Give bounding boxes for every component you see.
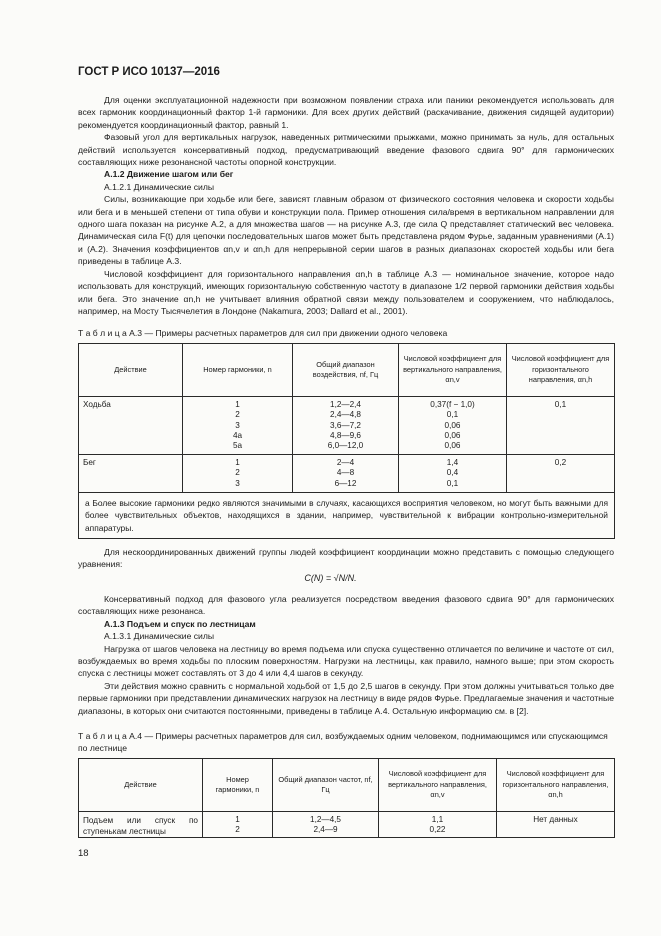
cell-alpha-h: 0,2 (507, 455, 615, 493)
paragraph: Числовой коэффициент для горизонтального направления αn,h в таблице A.3 — номинальное значение, которое надо использовать для конструкций, имеющих горизонтальную собственную частоту в диапазоне 1/2 первой гармоники действия ходьбы или бега. Это значение αn,h не учитывает влияния обратной связи между пользователем и сооружением, что наблюдалось, например, на Мосту Тысячелетия в Лондоне (Nakamura, 2003; Dallard et al., 2001). (78, 268, 614, 316)
body-text-a13 (78, 593, 614, 717)
section-heading: A.1.2 Движение шагом или бег (104, 169, 234, 180)
header-cell: Числовой коэффициент для вертикального направления, αn,v (379, 759, 497, 812)
cell-harmonic: 1 2 (203, 812, 273, 838)
header-cell: Числовой коэффициент для горизонтального направления, αn,h (507, 344, 615, 397)
cell-harmonic: 1 2 3 4а 5а (183, 397, 293, 455)
paragraph: Нагрузка от шагов человека на лестницу во время подъема или спуска существенно отличается по величине и частоте от сил, возбуждаемых во время ходьбы по плоским поверхностям. Нагрузки на лестницы, как правило, намного выше; при этом скорость спуска с лестницы может составлять от 3 до 4 или 4,4 шагов в секунду. (78, 643, 614, 679)
cell-harmonic: 1 2 3 (183, 455, 293, 493)
table-a4 (78, 758, 615, 838)
body-text-top (78, 94, 614, 317)
table-a3 (78, 343, 615, 539)
subsection-heading: A.1.3.1 Динамические силы (104, 631, 215, 642)
header-cell: Общий диапазон воздействия, nf, Гц (293, 344, 399, 397)
cell-range: 1,2—4,5 2,4—9 (273, 812, 379, 838)
paragraph: Для оценки эксплуатационной надежности при возможном появлении страха или паники рекомендуется использовать для всех гармоник координационный фактор 1-й гармоники. Для всех других действий (раскачивание, движения сидящей аудитории) рекомендуется координационный фактор, равный 1. (78, 95, 614, 130)
header-cell: Действие (79, 344, 183, 397)
cell-alpha-h: 0,1 (507, 397, 615, 455)
table-row (79, 455, 615, 493)
subsection-heading: A.1.2.1 Динамические силы (104, 181, 215, 192)
section-heading: A.1.3 Подъем и спуск по лестницам (104, 618, 256, 629)
table-row (79, 397, 615, 455)
header-cell: Числовой коэффициент для горизонтального направления, αn,h (497, 759, 615, 812)
cell-action: Ходьба (79, 397, 183, 455)
paragraph: Консервативный подход для фазового угла реализуется посредством введения фазового сдвига 90° для гармонических составляющих ниже резонанса. (78, 594, 614, 617)
header-cell: Номер гармоники, n (183, 344, 293, 397)
table-caption: Т а б л и ц а A.4 — Примеры расчетных параметров для сил, возбуждаемых одним человеком, поднимающимся или спускающимся по лестнице (78, 731, 608, 754)
cell-action: Бег (79, 455, 183, 493)
cell-alpha-v: 1,4 0,4 0,1 (399, 455, 507, 493)
formula-lhs: C(N) = (304, 573, 332, 583)
page-number: 18 (78, 848, 89, 859)
cell-range: 1,2—2,4 2,4—4,8 3,6—7,2 4,8—9,6 6,0—12,0 (293, 397, 399, 455)
paragraph: Фазовый угол для вертикальных нагрузок, наведенных ритмическими прыжками, можно принимать за нуль, для остальных действий используется консервативный подход, предусматривающий введение фазового сдвига 90° для гармонических составляющих ниже резонансной частоты опорной конструкции. (78, 132, 614, 168)
cell-alpha-v: 1,1 0,22 (379, 812, 497, 838)
paragraph: Эти действия можно сравнить с нормальной ходьбой от 1,5 до 2,5 шагов в секунду. При этом должны учитываться только две первые гармоники при представлении динамических нагрузок на лестницу в виде рядов Фурье. Предлагаемые значения и частотные диапазоны, в которых они считаются постоянными, приведены в таблице A.4. Остальную информацию см. в [2]. (78, 680, 614, 716)
formula-rhs: √N/N. (333, 573, 357, 583)
header-cell: Действие (79, 759, 203, 812)
table-row (79, 812, 615, 838)
table-note: а Более высокие гармоники редко являются значимыми в случаях, касающихся восприятия человеком, но могут быть важными для более чувствительных объектов, находящихся в здании, например, чувствительной к вибрации контрольно-измерительной аппаратуры. (79, 493, 615, 539)
body-text-mid (78, 546, 614, 571)
table-header-row (79, 344, 615, 397)
cell-alpha-h: Нет данных (497, 812, 615, 838)
cell-range: 2—4 4—8 6—12 (293, 455, 399, 493)
table-caption: Т а б л и ц а A.3 — Примеры расчетных параметров для сил при движении одного человека (78, 328, 448, 338)
paragraph: Для нескоординированных движений группы людей коэффициент координации можно представить с помощью следующего уравнения: (78, 547, 614, 570)
table-note-row (79, 493, 615, 539)
header-cell: Номер гармоники, n (203, 759, 273, 812)
header-cell: Числовой коэффициент для вертикального направления, αn,v (399, 344, 507, 397)
formula (0, 573, 661, 583)
table-header-row (79, 759, 615, 812)
paragraph: Силы, возникающие при ходьбе или беге, зависят главным образом от физического состояния человека и скорости ходьбы или бега и в меньшей степени от типа обуви и конструкции пола. Пример отношения сила/время в вертикальном направлении для одного шага показан на рисунке A.2, а для множества шагов — на рисунке A.3, где сила Q представляет статический вес человека. Динамическая сила F(t) для цепочки последовательных шагов может быть представлена рядом Фурье, заданным уравнениями (A.1) и (A.2). Значения коэффициентов αn,v и αn,h для непрерывной серии шагов в разных диапазонах скоростей ходьбы или бега приведены в таблице A.3. (78, 194, 614, 267)
cell-action: Подъем или спуск по ступенькам лестницы (79, 812, 203, 838)
page-header: ГОСТ Р ИСО 10137—2016 (78, 66, 220, 78)
header-cell: Общий диапазон частот, nf, Гц (273, 759, 379, 812)
cell-alpha-v: 0,37(f − 1,0) 0,1 0,06 0,06 0,06 (399, 397, 507, 455)
